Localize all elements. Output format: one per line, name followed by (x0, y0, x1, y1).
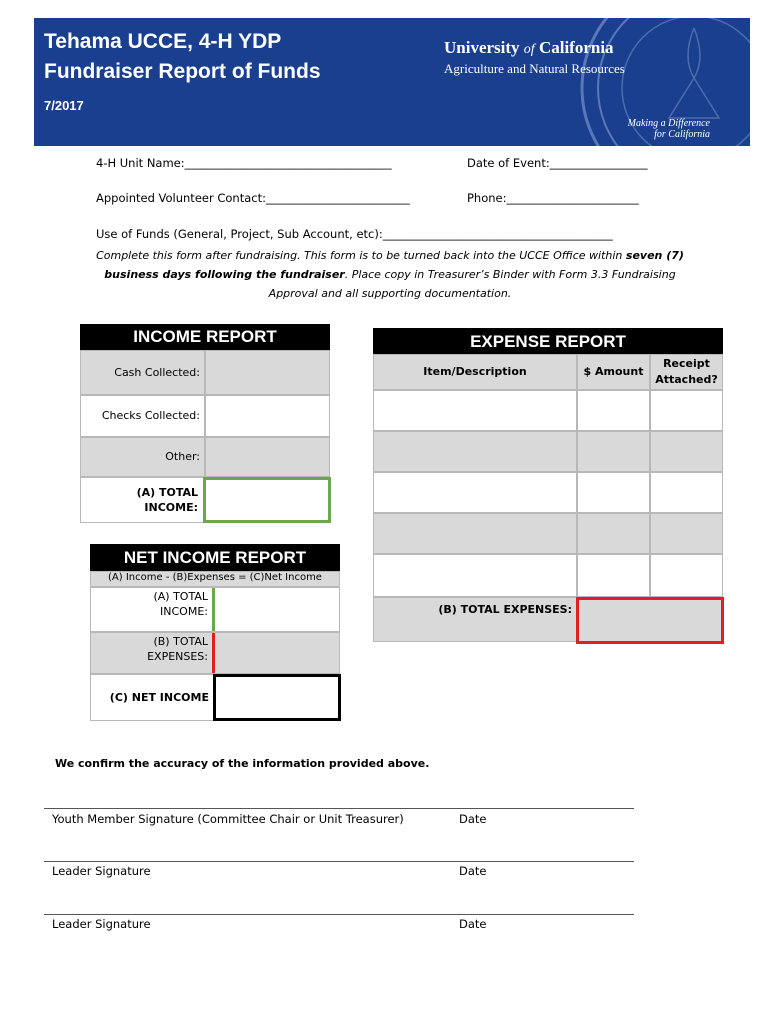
expense-amount-input[interactable] (577, 472, 650, 513)
unit-name-field[interactable]: 4-H Unit Name:____________________________________ (96, 156, 392, 170)
receipt-label: Receipt Attached? (655, 357, 718, 386)
youth-signature-date-label: Date (459, 812, 487, 826)
net-income-report-header: NET INCOME REPORT (90, 544, 340, 571)
form-title-line1: Tehama UCCE, 4-H YDP (44, 30, 282, 53)
youth-signature-label: Youth Member Signature (Committee Chair or Unit Treasurer) (52, 812, 404, 826)
leader-signature-date-label: Date (459, 917, 487, 931)
net-income-b-input[interactable] (215, 633, 339, 673)
net-income-a-input[interactable] (215, 588, 339, 631)
uc-logo-text: University of California (444, 38, 614, 57)
net-income-c-label: (C) NET INCOME (109, 691, 209, 704)
checks-collected-input[interactable] (205, 395, 330, 437)
total-expenses-label: (B) TOTAL EXPENSES: (438, 603, 572, 616)
total-income-label: (A) TOTAL INCOME: (136, 486, 198, 514)
expense-amount-input[interactable] (577, 390, 650, 431)
total-expenses-input[interactable] (576, 597, 724, 644)
expense-item-input[interactable] (373, 513, 577, 554)
expense-receipt-input[interactable] (650, 554, 723, 597)
form-title-line2: Fundraiser Report of Funds (44, 60, 321, 83)
item-description-label: Item/Description (423, 365, 527, 378)
expense-receipt-input[interactable] (650, 472, 723, 513)
total-income-input[interactable] (203, 477, 331, 523)
signature-line[interactable] (44, 808, 634, 809)
cash-collected-label: Cash Collected: (114, 366, 200, 379)
net-income-a-label: (A) TOTAL INCOME: (153, 590, 208, 618)
uc-tagline: Making a Difference for California (627, 118, 710, 140)
date-of-event-field[interactable]: Date of Event:_________________ (467, 156, 648, 170)
expense-item-input[interactable] (373, 472, 577, 513)
other-input[interactable] (205, 437, 330, 477)
confirmation-statement: We confirm the accuracy of the information provided above. (55, 757, 430, 770)
form-date: 7/2017 (44, 98, 84, 113)
cash-collected-input[interactable] (205, 350, 330, 395)
uc-division: Agriculture and Natural Resources (444, 61, 625, 76)
header-banner (34, 18, 750, 146)
expense-amount-input[interactable] (577, 431, 650, 472)
volunteer-contact-field[interactable]: Appointed Volunteer Contact:_________________________ (96, 191, 410, 205)
net-income-formula: (A) Income - (B)Expenses = (C)Net Income (108, 572, 322, 583)
net-income-c-input[interactable] (213, 674, 341, 721)
net-income-b-label: (B) TOTAL EXPENSES: (147, 635, 208, 663)
checks-collected-label: Checks Collected: (101, 409, 200, 422)
use-of-funds-field[interactable]: Use of Funds (General, Project, Sub Account, etc):________________________________________ (96, 227, 613, 241)
leader-signature-label: Leader Signature (52, 917, 151, 931)
expense-receipt-input[interactable] (650, 390, 723, 431)
leader-signature-label: Leader Signature (52, 864, 151, 878)
other-label: Other: (165, 450, 200, 463)
phone-field[interactable]: Phone:_______________________ (467, 191, 639, 205)
instructions: Complete this form after fundraising. This form is to be turned back into the UCCE Office within seven (7) business days following the fundraiser. Place copy in Treasurer’s Binder with Form 3.3 Fundraising Approval and all supporting documentation. (96, 249, 684, 300)
signature-line[interactable] (44, 861, 634, 862)
leader-signature-date-label: Date (459, 864, 487, 878)
income-report-header: INCOME REPORT (80, 324, 330, 350)
expense-item-input[interactable] (373, 390, 577, 431)
signature-line[interactable] (44, 914, 634, 915)
expense-item-input[interactable] (373, 431, 577, 472)
expense-amount-input[interactable] (577, 513, 650, 554)
expense-receipt-input[interactable] (650, 513, 723, 554)
expense-receipt-input[interactable] (650, 431, 723, 472)
expense-item-input[interactable] (373, 554, 577, 597)
expense-amount-input[interactable] (577, 554, 650, 597)
expense-report-header: EXPENSE REPORT (373, 328, 723, 354)
amount-label: $ Amount (583, 365, 644, 378)
